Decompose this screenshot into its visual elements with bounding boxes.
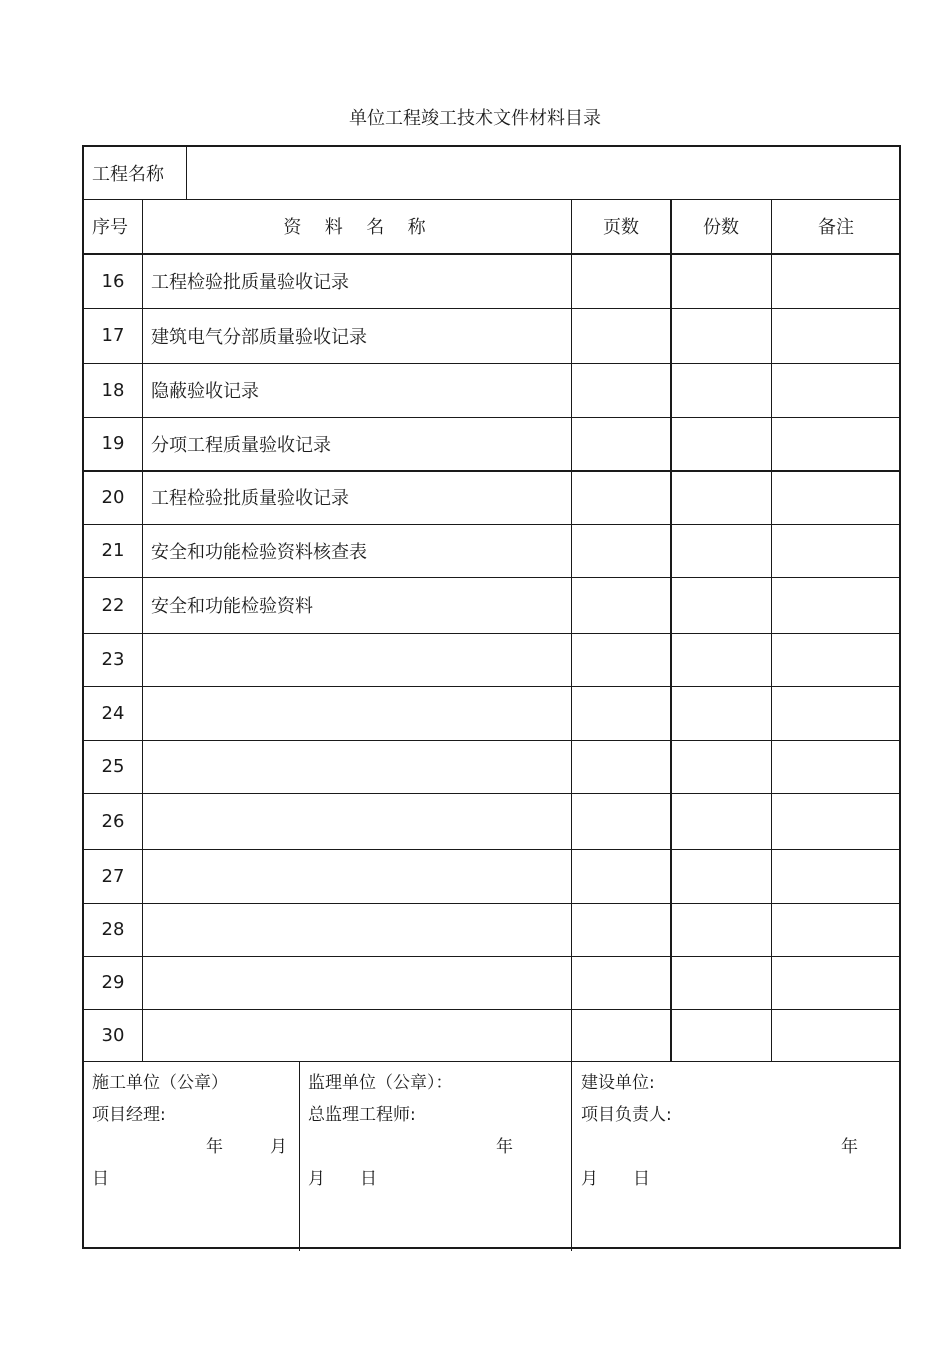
row-pages-cell[interactable]: [572, 524, 670, 577]
row-name: [151, 686, 566, 740]
row-seq: 27: [101, 865, 125, 887]
row-pages-cell[interactable]: [572, 633, 670, 686]
row-copies-cell[interactable]: [672, 1009, 771, 1061]
row-name: [151, 956, 566, 1009]
row-name: [151, 793, 566, 849]
row-seq: 28: [101, 919, 125, 940]
row-pages-cell[interactable]: [572, 470, 670, 524]
row-copies-cell[interactable]: [672, 793, 771, 849]
header-remarks: 备注: [818, 217, 854, 238]
header-copies: 份数: [703, 217, 739, 238]
row-copies-cell[interactable]: [672, 308, 771, 363]
supervision-year: 年: [496, 1137, 513, 1157]
row-pages-cell[interactable]: [572, 577, 670, 633]
row-pages-cell[interactable]: [572, 308, 670, 363]
row-name: [151, 849, 566, 903]
row-seq: 17: [101, 325, 125, 346]
row-name: 安全和功能检验资料: [151, 596, 313, 617]
row-name: 分项工程质量验收记录: [151, 434, 331, 456]
supervision-day: 日: [360, 1169, 377, 1189]
row-copies-cell[interactable]: [672, 254, 771, 308]
row-copies-cell[interactable]: [672, 956, 771, 1009]
row-pages-cell[interactable]: [572, 956, 670, 1009]
row-remarks-cell[interactable]: [772, 577, 901, 633]
divider: [186, 147, 187, 199]
row-pages-cell[interactable]: [572, 793, 670, 849]
row-seq: 30: [101, 1024, 125, 1046]
row-pages-cell[interactable]: [572, 849, 670, 903]
page-title: 单位工程竣工技术文件材料目录: [349, 108, 601, 129]
row-copies-cell[interactable]: [672, 417, 771, 470]
divider: [299, 1061, 300, 1251]
owner-signature: [581, 1067, 881, 1195]
supervision-unit: 监理单位（公章）：: [308, 1073, 453, 1093]
row-remarks-cell[interactable]: [772, 740, 901, 793]
owner-month: 月: [581, 1169, 598, 1189]
construction-unit: 施工单位（公章）: [92, 1073, 228, 1093]
header-seq: 序号: [92, 217, 128, 238]
row-seq: 20: [101, 486, 125, 508]
row-remarks-cell[interactable]: [772, 524, 901, 577]
header-name: 资 料 名 称: [283, 217, 430, 238]
row-copies-cell[interactable]: [672, 903, 771, 956]
construction-day: 日: [92, 1169, 109, 1189]
row-copies-cell[interactable]: [672, 524, 771, 577]
row-seq: 24: [101, 702, 125, 724]
owner-day: 日: [633, 1169, 650, 1189]
row-copies-cell[interactable]: [672, 740, 771, 793]
row-name: [151, 740, 566, 793]
row-pages-cell[interactable]: [572, 254, 670, 308]
row-name: [151, 903, 566, 956]
row-copies-cell[interactable]: [672, 363, 771, 417]
row-seq: 22: [101, 594, 125, 616]
row-divider: [84, 1061, 899, 1062]
row-copies-cell[interactable]: [672, 849, 771, 903]
row-seq: 19: [101, 433, 125, 454]
construction-person: 项目经理:: [92, 1105, 166, 1125]
row-pages-cell[interactable]: [572, 903, 670, 956]
construction-year: 年: [206, 1137, 223, 1157]
row-name: [151, 633, 566, 686]
row-name: 工程检验批质量验收记录: [151, 272, 349, 293]
row-remarks-cell[interactable]: [772, 254, 901, 308]
row-pages-cell[interactable]: [572, 363, 670, 417]
owner-person: 项目负责人:: [581, 1105, 672, 1125]
row-seq: 21: [101, 540, 125, 561]
row-remarks-cell[interactable]: [772, 633, 901, 686]
row-remarks-cell[interactable]: [772, 1009, 901, 1061]
construction-month: 月: [270, 1137, 287, 1157]
supervision-signature: [308, 1067, 566, 1195]
row-pages-cell[interactable]: [572, 417, 670, 470]
row-seq: 26: [101, 810, 125, 832]
row-seq: 18: [101, 379, 125, 401]
row-name: 隐蔽验收记录: [151, 381, 259, 402]
row-seq: 25: [101, 756, 125, 777]
row-name: 工程检验批质量验收记录: [151, 488, 349, 509]
row-remarks-cell[interactable]: [772, 470, 901, 524]
owner-unit: 建设单位:: [581, 1073, 655, 1093]
row-pages-cell[interactable]: [572, 686, 670, 740]
row-pages-cell[interactable]: [572, 740, 670, 793]
row-seq: 23: [101, 649, 125, 670]
row-copies-cell[interactable]: [672, 686, 771, 740]
project-name-label: 工程名称: [92, 164, 164, 185]
row-remarks-cell[interactable]: [772, 363, 901, 417]
divider: [142, 200, 143, 1061]
row-remarks-cell[interactable]: [772, 793, 901, 849]
row-remarks-cell[interactable]: [772, 956, 901, 1009]
construction-signature: [92, 1067, 292, 1195]
row-name: [151, 1009, 566, 1061]
row-remarks-cell[interactable]: [772, 417, 901, 470]
row-remarks-cell[interactable]: [772, 903, 901, 956]
divider: [571, 1061, 572, 1251]
header-pages: 页数: [603, 217, 639, 238]
row-remarks-cell[interactable]: [772, 308, 901, 363]
row-pages-cell[interactable]: [572, 1009, 670, 1061]
row-seq: 16: [101, 270, 125, 292]
project-name-value[interactable]: [194, 147, 894, 199]
owner-year: 年: [841, 1137, 858, 1157]
row-copies-cell[interactable]: [672, 633, 771, 686]
row-copies-cell[interactable]: [672, 470, 771, 524]
row-remarks-cell[interactable]: [772, 686, 901, 740]
catalog-table: [82, 145, 901, 1249]
supervision-month: 月: [308, 1169, 325, 1189]
row-name: 建筑电气分部质量验收记录: [151, 326, 367, 348]
row-seq: 29: [101, 972, 125, 993]
row-name: 安全和功能检验资料核查表: [151, 541, 367, 563]
row-copies-cell[interactable]: [672, 577, 771, 633]
supervision-person: 总监理工程师:: [308, 1105, 416, 1125]
row-remarks-cell[interactable]: [772, 849, 901, 903]
